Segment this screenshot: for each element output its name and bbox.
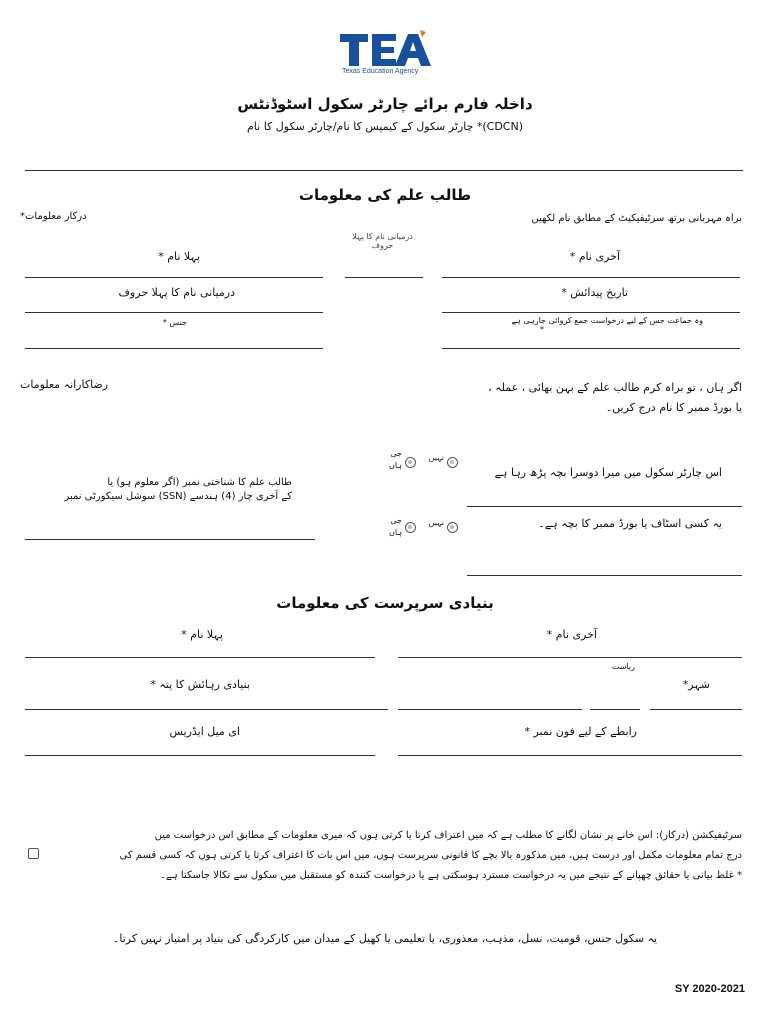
school-year: SY 2020-2021 <box>674 983 745 995</box>
sibling-question: اس چارٹر سکول میں میرا دوسرا بچہ پڑھ رہا ہے <box>494 466 722 479</box>
sibling-yes-label: جی ہاں <box>389 449 402 470</box>
tea-logo-mark <box>336 28 436 68</box>
student-middle-initial-line <box>345 277 423 278</box>
student-grade-star: * <box>540 325 544 334</box>
sibling-yes-radio[interactable] <box>405 457 416 468</box>
guardian-zip-line <box>398 709 582 710</box>
guardian-state-label: ریاست <box>611 662 635 671</box>
student-middle-name-label: درمیانی نام کا پہلا حروف <box>118 286 235 299</box>
sibling-name-input[interactable] <box>467 490 742 506</box>
sibling-name-line <box>467 506 742 507</box>
guardian-state-line <box>590 709 640 710</box>
nondiscrimination-statement: یہ سکول جنس، قومیت، نسل، مذہب، معذوری، یا تعلیمی یا کھیل کے میدان میں کارکردگی کی بنیاد پر امتیاز نہیں کرتا۔ <box>112 932 658 945</box>
guardian-last-name-label: آخری نام * <box>546 628 597 641</box>
student-last-name-label: آخری نام * <box>569 250 620 263</box>
student-last-name-line <box>442 277 740 278</box>
guardian-email-line <box>25 755 375 756</box>
guardian-phone-label: رابطے کے لیے فون نمبر * <box>524 725 637 738</box>
guardian-email-input[interactable] <box>25 738 375 754</box>
guardian-state-input[interactable] <box>590 692 640 708</box>
page-subtitle: (CDCN)* چارٹر سکول کے کیمپس کا نام/چارٹر سکول کا نام <box>246 120 523 133</box>
ssn-input[interactable] <box>25 522 315 538</box>
guardian-first-name-label: پہلا نام * <box>181 628 223 641</box>
staff-no-radio[interactable] <box>447 522 458 533</box>
certification-text: سرٹیفیکشن (درکار): اس خانے پر نشان لگانے کا مطلب ہے کہ میں اعتراف کرتا یا کرتی ہوں کہ میری معلومات کے مطابق اس درخواست میں درج تمام معلومات مکمل اور درست ہیں، میں مذکورہ بالا بچے کا قانونی سرپرست ہوں، میں اس بات کا اعتراف کرتا یا کرتی ہوں کہ کسی قسم کی * غلط بیانی یا حقائق چھپانے کے نتیجے میں یہ درخواست مسترد ہوسکتی ہے یا درخواست کنندہ کو مستقبل میں سکول سے نکالا جاسکتا ہے۔ <box>119 830 742 881</box>
guardian-section-heading: بنیادی سرپرست کی معلومات <box>276 594 494 612</box>
guardian-address-line <box>25 709 388 710</box>
student-first-name-label: پہلا نام * <box>158 250 200 263</box>
staff-yes-label: جی ہاں <box>389 516 402 537</box>
ssn-line <box>25 539 315 540</box>
guardian-phone-line <box>398 755 742 756</box>
student-section-heading: طالب علم کی معلومات <box>298 186 472 204</box>
guardian-address-input[interactable] <box>25 692 388 708</box>
tea-logo <box>328 28 448 82</box>
guardian-phone-input[interactable] <box>398 738 742 754</box>
certification-checkbox[interactable] <box>28 848 39 859</box>
student-dob-line <box>442 312 740 313</box>
student-gender-line <box>25 348 323 349</box>
guardian-email-label: ای میل ایڈریس <box>169 725 240 738</box>
guardian-last-name-line <box>398 657 742 658</box>
student-last-name-input[interactable] <box>442 260 740 276</box>
student-gender-label: جنس * <box>162 318 187 327</box>
guardian-address-label: بنیادی رہائش کا پتہ * <box>150 678 250 691</box>
guardian-first-name-input[interactable] <box>25 640 375 656</box>
student-first-name-line <box>25 277 323 278</box>
name-instruction: براہ مہربانی برتھ سرٹیفیکیٹ کے مطابق نام لکھیں <box>531 213 742 224</box>
guardian-zip-input[interactable] <box>398 692 582 708</box>
guardian-city-line <box>650 709 742 710</box>
ssn-label: طالب علم کا شناختی نمبر (اگر معلوم ہو) یا کے آخری چار (4) ہندسے (SSN) سوشل سیکورٹی نمبر <box>64 477 292 502</box>
middle-initial-caption: درمیانی نام کا پہلا حروف <box>352 232 413 250</box>
student-first-name-input[interactable] <box>25 260 323 276</box>
student-dob-input[interactable] <box>442 296 740 312</box>
required-note: درکار معلومات* <box>20 211 87 222</box>
student-middle-name-line <box>25 312 323 313</box>
logo-tagline: Texas Education Agency <box>342 68 419 75</box>
student-grade-label: وہ جماعت جس کے لیے درخواست جمع کروائی جارہی ہے <box>511 316 703 325</box>
student-gender-input[interactable] <box>25 331 323 347</box>
student-middle-name-input[interactable] <box>25 296 323 312</box>
guardian-first-name-line <box>25 657 375 658</box>
student-dob-label: تاریخ پیدائش * <box>561 286 628 299</box>
staff-yes-radio[interactable] <box>405 522 416 533</box>
page-title: داخلہ فارم برائے چارٹر سکول اسٹوڈنٹس <box>237 95 533 113</box>
student-grade-input[interactable] <box>442 331 740 347</box>
guardian-last-name-input[interactable] <box>398 640 742 656</box>
staff-name-line <box>467 575 742 576</box>
sibling-no-label: نہیں <box>428 453 444 462</box>
staff-no-label: نہیں <box>428 518 444 527</box>
sibling-instruction: اگر ہاں ، تو براہ کرم طالب علم کے بہن بھائی ، عملہ ، یا بورڈ ممبر کا نام درج کریں۔ <box>488 381 742 414</box>
guardian-city-label: شہر* <box>682 678 710 691</box>
header-divider <box>25 170 743 171</box>
optional-section-heading: رضاکارانہ معلومات <box>20 378 109 391</box>
sibling-no-radio[interactable] <box>447 457 458 468</box>
staff-question: یہ کسی اسٹاف یا بورڈ ممبر کا بچہ ہے۔ <box>538 517 722 530</box>
student-middle-initial-input[interactable] <box>345 260 423 276</box>
staff-name-input[interactable] <box>467 558 742 574</box>
student-grade-line <box>442 348 740 349</box>
guardian-city-input[interactable] <box>650 692 742 708</box>
